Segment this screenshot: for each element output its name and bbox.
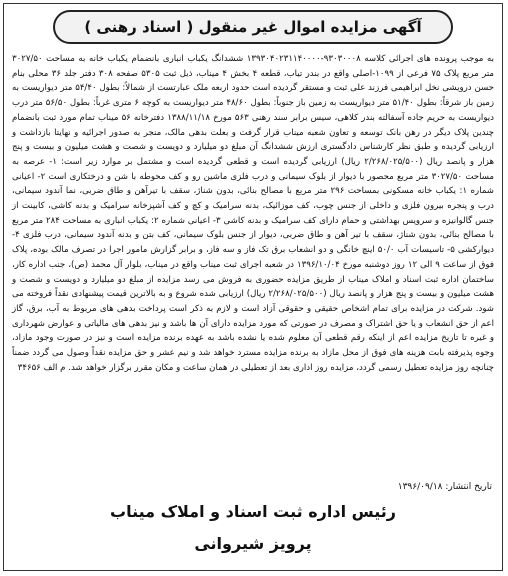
notice-title-box xyxy=(53,10,453,44)
notice-frame xyxy=(3,3,503,571)
notice-title: آگهی مزایده اموال غیر منقول ( اسناد رهنی ) xyxy=(84,18,422,36)
notice-body xyxy=(12,52,494,375)
notice-body-text: به موجب پرونده های اجرائی کلاسه ۹۳۰۳۰۰۰۸-۱۳۹۳۰۴۰۲۳۱۱۴۰۰۰۰ ششدانگ یکباب انباری بانضمام یکباب خانه به مساحت ۳۰۲۷/۵۰ متر مربع پلاک ۷۵ فرعی از ۱۰۹۹-اصلی واقع در بندر تیاب، قطعه ۴ بخش ۴ میناب، ذیل ثبت ۵۳۰۵ صفحه ۳۰۸ دفتر جلد ۳۶ محلی بنام حسن درویشی نخل ابراهیمی فرزند علی ثبت و مستقر گردیده است حدود اربعه ملک عبارتست از شمالاً: بطول ۵۴/۴۰ متر دیواریست به زمین باز شرقاً: بطول ۵۱/۴۰ متر دیواریست به زمین باز جنوباً: بطول ۴۸/۶۰ متر دیواریست به کوچه ۶ متری غرباً: بطول ۵۶/۵۰ متر درب دیواریست به حریم جاده آسفالته بندر کلاهی، سیس برابر سند رهنی ۵۶۳ مورخ ۱۳۸۸/۱۱/۱۸ دفترخانه ۵۶ میناب تمام مورد ثبت بانضمام چندین پلاک دیگر در رهن بانک توسعه و تعاون شعبه میناب قرار گرفت و بعلت بدهی مالک، منجر به صدور اجرائیه و نهایتا بازداشت و ارزیابی گردیده و طبق نظر کارشناس دادگستری ارزش ششدانگ آن مبلغ دو میلیارد و دویست و شصت و هشت میلیون و بیست و پنج هزار و پانصد ریال (۲/۲۶۸/۰۲۵/۵۰۰ ریال) ارزیابی گردیده است و قطعی گردیده است و مشتمل بر موارد زیر است: ۱- عرصه به مساحت ۳۰۲۷/۵۰ متر مربع محصور با دیوار از بلوک سیمانی و درب فلزی ماشین رو و کف محوطه با شن و درختکاری است ۲- اعیانی شماره ۱: یکباب خانه مسکونی بمساحت ۲۹۶ متر مربع با مصالح بنائی، بدون شناژ، سقف با تیرآهن و طاق ضربی، نما آندود سیمانی، درب و پنجره بیرون فلزی و داخلی از جنس چوب، کف موزائیک، بدنه سرامیک و کچ و کف آشپزخانه سرامیک و بدنه کاشی، کابینت از جنس گالوانیزه و سرویس بهداشتی و حمام دارای کف سرامیک و بدنه کاشی ۳- اعیانی شماره ۲: یکباب انباری به مساحت ۲۸۴ متر مربع با مصالح بنائی، بدون شناژ، سقف با تیر آهن و طاق ضربی، دیوار از جنس بلوک سیمانی، کف بتن و بدنه آندود سیمانی، درب فلزی ۴- دیوارکشی ۵- تاسیسات آب ۵۰/۰ اینچ خانگی و دو انشعاب برق تک فاز و سه فاز، و برابر گزارش مامور اجرا در تصرف مالک بوده، پلاک فوق از ساعت ۹ الی ۱۲ روز دوشنبه مورخ ۱۳۹۶/۱۰/۰۴ در شعبه اجرای ثبت میناب واقع در میناب، بلوار آل محمد (ص)، جنب اداره کار، ساختمان اداره ثبت اسناد و املاک میناب از طریق مزایده حضوری به فروش می رسد مزایده از مبلغ دو میلیارد و دویست و شصت و هشت میلیون و بیست و پنج هزار و پانصد ریال (۲/۲۶۸/۰۲۵/۵۰۰ ریال) ارزیابی شده شروع و به بالاترین قیمت پیشنهادی نقداً فروخته می شود. شرکت در مزایده برای تمام اشخاص حقیقی و حقوقی آزاد است و لازم به ذکر است پرداخت بدهی های مربوط به آب، برق، گاز اعم از حق انشعاب و یا حق اشتراک و مصرف در صورتی که مورد مزایده دارای آن ها باشد و نیز بدهی های مالیاتی و عوارض شهرداری و غیره تا تاریخ مزایده اعم از اینکه رقم قطعی آن معلوم شده یا نشده باشد به عهده برنده مزایده است و نیز در صورت وجود مازاد، وجوه پذیرفته بابت هزینه های فوق از محل مازاد به برنده مزایده مسترد خواهد شد و نیم عشر و حق مزایده نقداً وصول می گردد ضمناً چنانچه روز مزایده تعطیل رسمی گردد، مزایده روز اداری بعد از تعطیلی در همان ساعت و مکان مقرر برگزار خواهد شد. م الف ۳۴۶۵۶ xyxy=(12,54,495,373)
signature-name: پرویز شیروانی xyxy=(194,534,312,553)
publication-date: تاریخ انتشار: ۱۳۹۶/۰۹/۱۸ xyxy=(397,482,492,492)
signature-title: رئیس اداره ثبت اسناد و املاک میناب xyxy=(110,502,396,521)
